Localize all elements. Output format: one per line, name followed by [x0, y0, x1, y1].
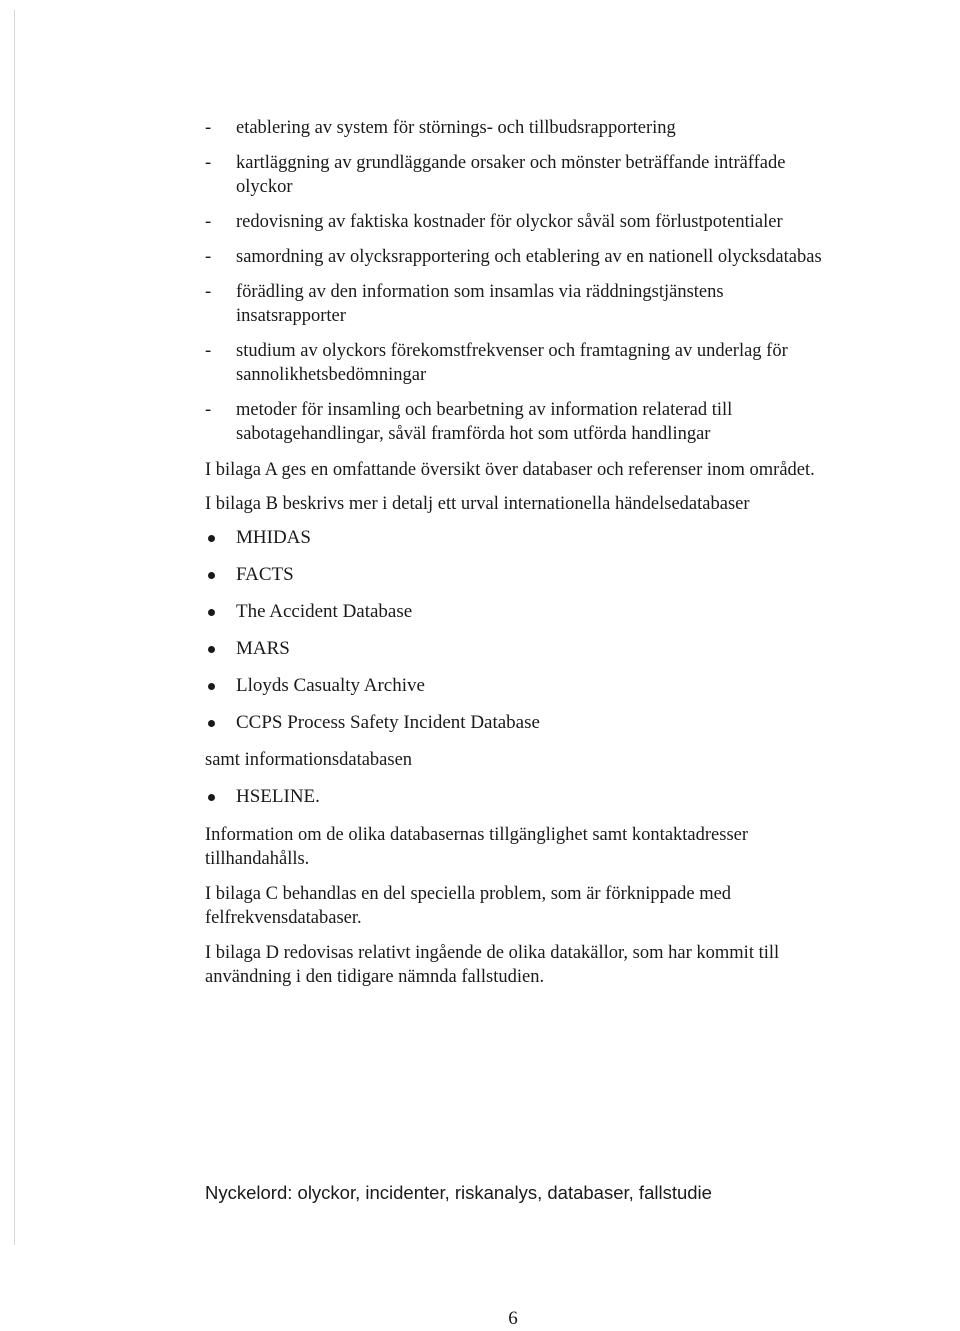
list-item-text: samordning av olycksrapportering och etablering av en nationell olycksdatabas [236, 247, 822, 267]
keywords-line: Nyckelord: olyckor, incidenter, riskanalys, databaser, fallstudie [205, 1182, 712, 1203]
database-name: Lloyds Casualty Archive [236, 675, 425, 696]
info-database-list [205, 785, 825, 809]
paragraph-information: Information om de olika databasernas tillgänglighet samt kontaktadresser tillhandahålls. [205, 825, 749, 869]
database-name: MARS [236, 638, 290, 659]
dash-list [205, 116, 825, 446]
list-item-text: etablering av system för störnings- och tillbudsrapportering [236, 118, 676, 138]
list-item [205, 210, 825, 234]
list-item-text: studium av olyckors förekomstfrekvenser och framtagning av underlag för sannolikhetsbedömningar [236, 341, 788, 385]
list-item [205, 151, 825, 199]
list-item-text: metoder för insamling och bearbetning av information relaterad till sabotagehandlingar, såväl framförda hot som utförda handlingar [236, 400, 733, 444]
bullet-icon [208, 683, 215, 690]
paragraph-bilaga-c: I bilaga C behandlas en del speciella problem, som är förknippade med felfrekvensdatabaser. [205, 884, 732, 928]
closing-paragraphs [205, 823, 825, 989]
dash-marker: - [205, 282, 212, 302]
list-item [205, 280, 825, 328]
page-number: 6 [508, 1308, 518, 1329]
dash-marker: - [205, 247, 212, 267]
list-item-text: kartläggning av grundläggande orsaker och mönster beträffande inträffade olyckor [236, 153, 786, 197]
list-item [205, 245, 825, 269]
database-name: The Accident Database [236, 601, 413, 622]
paragraph-bilaga-b: I bilaga B beskrivs mer i detalj ett urval internationella händelsedatabaser [205, 494, 750, 514]
database-name: FACTS [236, 564, 294, 585]
bullet-icon [208, 535, 215, 542]
dash-marker: - [205, 341, 212, 361]
bullet-icon [208, 646, 215, 653]
scan-edge-line [14, 10, 15, 1245]
database-item [205, 563, 825, 587]
list-item [205, 339, 825, 387]
samt-text: samt informationsdatabasen [205, 750, 413, 770]
dash-marker: - [205, 400, 212, 420]
list-item-text: förädling av den information som insamlas via räddningstjänstens insatsrapporter [236, 282, 724, 326]
bullet-icon [208, 794, 215, 801]
page-body [205, 116, 825, 1000]
paragraph-bilaga-a: I bilaga A ges en omfattande översikt över databaser och referenser inom området. [205, 460, 815, 480]
dash-marker: - [205, 153, 212, 173]
database-item [205, 637, 825, 661]
database-item [205, 526, 825, 550]
dash-marker: - [205, 118, 212, 138]
dash-marker: - [205, 212, 212, 232]
database-item [205, 711, 825, 735]
database-name: MHIDAS [236, 527, 311, 548]
list-item [205, 398, 825, 446]
database-name: HSELINE. [236, 786, 320, 807]
database-name: CCPS Process Safety Incident Database [236, 712, 540, 733]
database-item [205, 785, 825, 809]
bullet-icon [208, 720, 215, 727]
list-item [205, 116, 825, 140]
list-item-text: redovisning av faktiska kostnader för olyckor såväl som förlustpotentialer [236, 212, 783, 232]
database-list [205, 526, 825, 735]
database-item [205, 674, 825, 698]
bullet-icon [208, 572, 215, 579]
database-item [205, 600, 825, 624]
paragraph-bilaga-d: I bilaga D redovisas relativt ingående de olika datakällor, som har kommit till användning i den tidigare nämnda fallstudien. [205, 943, 780, 987]
bullet-icon [208, 609, 215, 616]
